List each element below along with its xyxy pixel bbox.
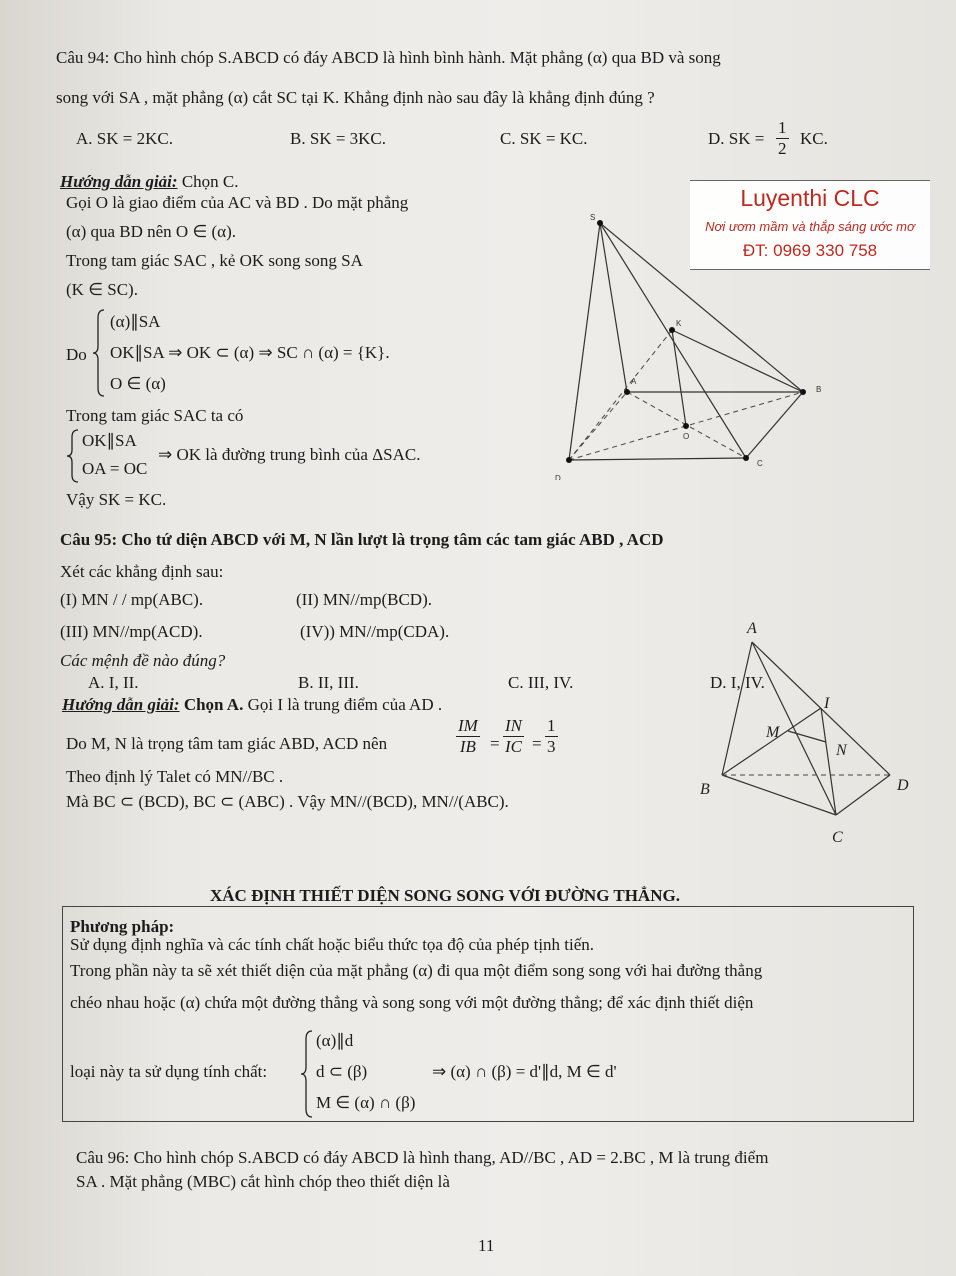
sol94-line2: (α) qua BD nên O ∈ (α). xyxy=(66,222,236,241)
sol94-system2-tail: ⇒ OK là đường trung bình của ΔSAC. xyxy=(158,445,421,464)
sol94-line1: Gọi O là giao điểm của AC và BD . Do mặt phẳng xyxy=(66,193,409,212)
sol94-system2-line2: OA = OC xyxy=(82,459,148,478)
fraction-numerator: 1 xyxy=(778,118,787,137)
segment-mn xyxy=(788,731,826,742)
q94-line2: song với SA , mặt phẳng (α) cắt SC tại K. Khẳng định nào sau đây là khẳng định đúng ? xyxy=(56,88,655,107)
edge-ab xyxy=(722,642,752,775)
q95-option-c: C. III, IV. xyxy=(508,673,574,692)
label-b: B xyxy=(816,385,822,394)
sol95-fraction-im-ib xyxy=(456,716,480,757)
sol95-line2: Do M, N là trọng tâm tam giác ABD, ACD nên xyxy=(66,734,388,753)
label-a: A xyxy=(631,377,637,386)
sol95-line4: Mà BC ⊂ (BCD), BC ⊂ (ABC) . Vậy MN//(BCD), MN//(ABC). xyxy=(66,792,509,811)
method-system-line2: d ⊂ (β) xyxy=(316,1062,368,1081)
sol94-heading: Hướng dẫn giải: xyxy=(60,172,178,191)
q94-option-b: B. SK = 3KC. xyxy=(290,129,387,148)
label-i: I xyxy=(824,695,830,712)
q95-line2: Xét các khẳng định sau: xyxy=(60,562,224,581)
edge-cd xyxy=(836,775,890,815)
edge-da-hidden xyxy=(569,392,627,460)
point-a xyxy=(624,389,630,395)
sol95-answer: Chọn A. xyxy=(179,695,244,714)
fraction-denominator: 3 xyxy=(547,737,556,756)
label-s: S xyxy=(590,213,596,222)
q95-option-d: D. I, IV. xyxy=(710,673,765,692)
equals-sign: = xyxy=(490,734,500,753)
label-d: D xyxy=(897,777,909,794)
method-system-brace xyxy=(300,1029,314,1119)
method-system-line3: M ∈ (α) ∩ (β) xyxy=(316,1093,416,1112)
q96-line1: Câu 96: Cho hình chóp S.ABCD có đáy ABCD là hình thang, AD//BC , AD = 2.BC , M là trung điểm xyxy=(76,1148,769,1167)
point-c xyxy=(743,455,749,461)
sol95-fraction-one-third xyxy=(545,716,558,757)
sol95-heading-line xyxy=(62,695,442,715)
label-a: A xyxy=(747,620,757,637)
q94-option-c: C. SK = KC. xyxy=(500,129,588,148)
tetrahedron-figure xyxy=(690,615,920,850)
sol94-line3: Trong tam giác SAC , kẻ OK song song SA xyxy=(66,251,363,270)
label-n: N xyxy=(836,742,847,759)
fraction-denominator: 2 xyxy=(778,139,787,158)
label-c: C xyxy=(832,829,843,846)
luyenthi-logo xyxy=(690,180,930,270)
median-bi xyxy=(722,708,821,775)
sol94-system2-line1: OK∥SA xyxy=(82,431,137,450)
sol94-system1-line2: OK∥SA ⇒ OK ⊂ (α) ⇒ SC ∩ (α) = {K}. xyxy=(110,343,390,362)
edge-sd xyxy=(569,223,600,460)
q95-option-a: A. I, II. xyxy=(88,673,139,692)
edge-dc xyxy=(569,458,746,460)
method-system-tail: ⇒ (α) ∩ (β) = d'∥d, M ∈ d' xyxy=(432,1062,617,1081)
point-o xyxy=(683,423,689,429)
method-line2: Trong phần này ta sẽ xét thiết diện của mặt phẳng (α) đi qua một điểm song song với hai đường thẳng xyxy=(70,961,763,980)
sol94-system1-line1: (α)∥SA xyxy=(110,312,161,331)
q95-statement-ii: (II) MN//mp(BCD). xyxy=(296,590,432,609)
fraction-denominator: IC xyxy=(505,737,522,756)
sol94-system1-line3: O ∈ (α) xyxy=(110,374,166,393)
section-title: XÁC ĐỊNH THIẾT DIỆN SONG SONG VỚI ĐƯỜNG THẲNG. xyxy=(210,886,680,905)
sol95-heading: Hướng dẫn giải: xyxy=(62,695,180,714)
fraction-numerator: IN xyxy=(505,716,522,735)
sol95-fraction-in-ic xyxy=(503,716,524,757)
sol95-line1-tail: Gọi I là trung điểm của AD . xyxy=(243,695,443,714)
q94-option-a: A. SK = 2KC. xyxy=(76,129,173,148)
edge-cb xyxy=(746,392,803,458)
q95-statement-iii: (III) MN//mp(ACD). xyxy=(60,622,203,641)
segment-ko xyxy=(672,330,686,426)
q94-option-d-prefix: D. SK = xyxy=(708,129,765,148)
logo-phone: ĐT: 0969 330 758 xyxy=(742,241,878,260)
sol94-system1-brace xyxy=(92,308,106,398)
logo-title: Luyenthi CLC xyxy=(740,185,880,211)
fraction-numerator: 1 xyxy=(547,716,556,735)
q96-line2: SA . Mặt phẳng (MBC) cắt hình chóp theo thiết diện là xyxy=(76,1172,450,1191)
sol94-do: Do xyxy=(66,345,87,364)
point-k xyxy=(669,327,675,333)
page-number: 11 xyxy=(478,1236,495,1255)
q95-statement-i: (I) MN / / mp(ABC). xyxy=(60,590,204,609)
sol94-system2-brace xyxy=(66,428,80,484)
sol94-answer: Chọn C. xyxy=(177,172,239,191)
fraction-denominator: IB xyxy=(459,737,476,756)
edge-sa xyxy=(600,223,627,392)
sol94-line4: (K ∈ SC). xyxy=(66,280,138,299)
segment-kb xyxy=(672,330,803,392)
q94-line1: Câu 94: Cho hình chóp S.ABCD có đáy ABCD là hình bình hành. Mặt phẳng (α) qua BD và song xyxy=(56,48,721,67)
q95-option-b: B. II, III. xyxy=(298,673,359,692)
q94-option-d-suffix: KC. xyxy=(800,129,828,148)
logo-subtitle: Nơi ươm mầm và thắp sáng ước mơ xyxy=(705,219,915,234)
sol94-line5: Trong tam giác SAC ta có xyxy=(66,406,244,425)
q95-question: Các mệnh đề nào đúng? xyxy=(60,651,226,670)
method-system-line1: (α)∥d xyxy=(316,1031,354,1050)
method-line3: chéo nhau hoặc (α) chứa một đường thẳng và song song với một đường thẳng; để xác định thiết diện xyxy=(70,993,754,1012)
q94-option-d-fraction xyxy=(776,118,789,159)
label-o: O xyxy=(683,432,690,441)
equals-sign: = xyxy=(532,734,542,753)
label-m: M xyxy=(766,724,780,741)
method-line4: loại này ta sử dụng tính chất: xyxy=(70,1062,268,1081)
fraction-numerator: IM xyxy=(458,716,478,735)
label-d: D xyxy=(555,474,561,480)
point-d xyxy=(566,457,572,463)
q95-text: Câu 95: Cho tứ diện ABCD với M, N lần lượt là trọng tâm các tam giác ABD , ACD xyxy=(60,530,664,549)
method-heading: Phương pháp: xyxy=(70,917,175,936)
q95-statement-iv: (IV)) MN//mp(CDA). xyxy=(300,622,450,641)
point-s xyxy=(597,220,603,226)
label-b: B xyxy=(700,781,710,798)
label-c: C xyxy=(757,459,763,468)
sol94-heading-line xyxy=(60,172,239,192)
q95-line1 xyxy=(60,530,664,550)
sol94-line6: Vậy SK = KC. xyxy=(66,490,167,509)
sol95-line3: Theo định lý Talet có MN//BC . xyxy=(66,767,284,786)
method-line1: Sử dụng định nghĩa và các tính chất hoặc biểu thức tọa độ của phép tịnh tiến. xyxy=(70,935,595,954)
point-b xyxy=(800,389,806,395)
label-k: K xyxy=(676,319,682,328)
